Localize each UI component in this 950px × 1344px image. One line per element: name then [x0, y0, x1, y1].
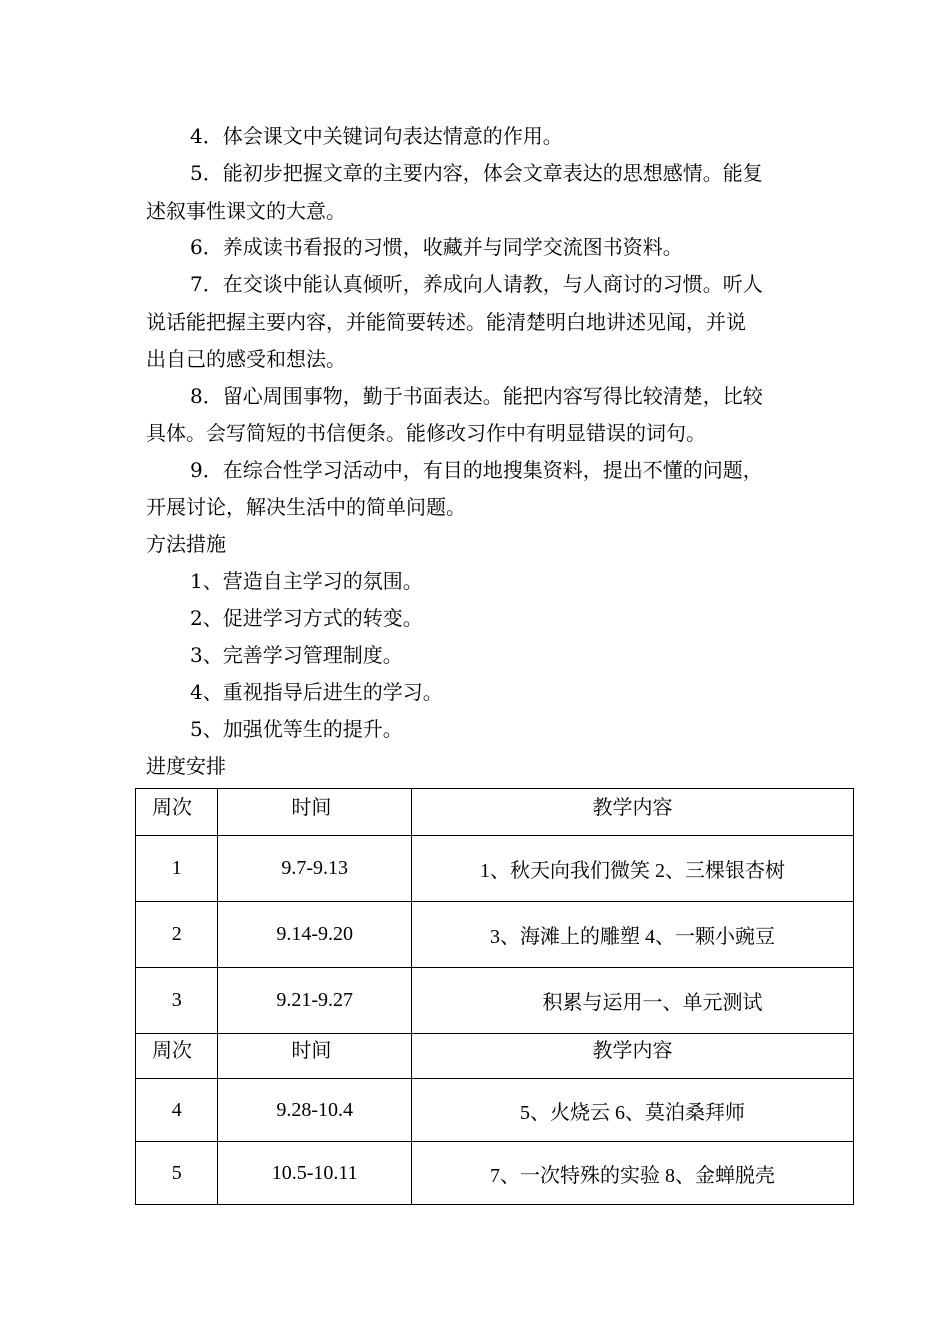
objective-5-line1: 5．能初步把握文章的主要内容，体会文章表达的思想感情。能复 [190, 161, 763, 185]
content-cell: 5、火烧云 6、莫泊桑拜师 [412, 1079, 854, 1142]
objective-4: 4．体会课文中关键词句表达情意的作用。 [190, 124, 563, 148]
table-row [136, 1079, 854, 1142]
objective-9-line2: 开展讨论，解决生活中的简单问题。 [146, 495, 466, 519]
time-cell: 9.21-9.27 [218, 968, 412, 1034]
content-cell: 3、海滩上的雕塑 4、一颗小豌豆 [412, 902, 854, 968]
week-cell: 2 [136, 902, 218, 968]
header-week: 周次 [136, 1034, 218, 1079]
objective-6: 6．养成读书看报的习惯，收藏并与同学交流图书资料。 [190, 235, 683, 259]
time-cell: 9.28-10.4 [218, 1079, 412, 1142]
objective-8-line2: 具体。会写简短的书信便条。能修改习作中有明显错误的词句。 [146, 421, 706, 445]
objective-7-line3: 出自己的感受和想法。 [146, 347, 346, 371]
schedule-heading: 进度安排 [146, 754, 226, 778]
schedule-table [135, 788, 854, 1205]
header-content: 教学内容 [412, 789, 854, 836]
table-row [136, 836, 854, 902]
time-cell: 9.7-9.13 [218, 836, 412, 902]
week-cell: 3 [136, 968, 218, 1034]
objective-9-line1: 9．在综合性学习活动中，有目的地搜集资料，提出不懂的问题， [190, 458, 763, 482]
objective-7-line2: 说话能把握主要内容，并能简要转述。能清楚明白地讲述见闻，并说 [146, 310, 746, 334]
time-cell: 9.14-9.20 [218, 902, 412, 968]
week-cell: 1 [136, 836, 218, 902]
content-cell: 积累与运用一、单元测试 [412, 968, 854, 1034]
method-item-2: 2、促进学习方式的转变。 [190, 606, 423, 630]
table-header-row [136, 789, 854, 836]
header-content: 教学内容 [412, 1034, 854, 1079]
method-item-5: 5、加强优等生的提升。 [190, 717, 403, 741]
time-cell: 10.5-10.11 [218, 1142, 412, 1205]
table-row [136, 1142, 854, 1205]
week-cell: 4 [136, 1079, 218, 1142]
objective-5-line2: 述叙事性课文的大意。 [146, 199, 346, 223]
method-item-3: 3、完善学习管理制度。 [190, 643, 403, 667]
objective-8-line1: 8．留心周围事物，勤于书面表达。能把内容写得比较清楚，比较 [190, 384, 763, 408]
table-row [136, 902, 854, 968]
header-week: 周次 [136, 789, 218, 836]
week-cell: 5 [136, 1142, 218, 1205]
content-cell: 1、秋天向我们微笑 2、三棵银杏树 [412, 836, 854, 902]
method-item-1: 1、营造自主学习的氛围。 [190, 569, 423, 593]
header-time: 时间 [218, 789, 412, 836]
content-cell: 7、一次特殊的实验 8、金蝉脱壳 [412, 1142, 854, 1205]
methods-heading: 方法措施 [146, 532, 226, 556]
table-row [136, 968, 854, 1034]
table-header-row-repeat [136, 1034, 854, 1079]
header-time: 时间 [218, 1034, 412, 1079]
objective-7-line1: 7．在交谈中能认真倾听，养成向人请教，与人商讨的习惯。听人 [190, 272, 763, 296]
method-item-4: 4、重视指导后进生的学习。 [190, 680, 443, 704]
